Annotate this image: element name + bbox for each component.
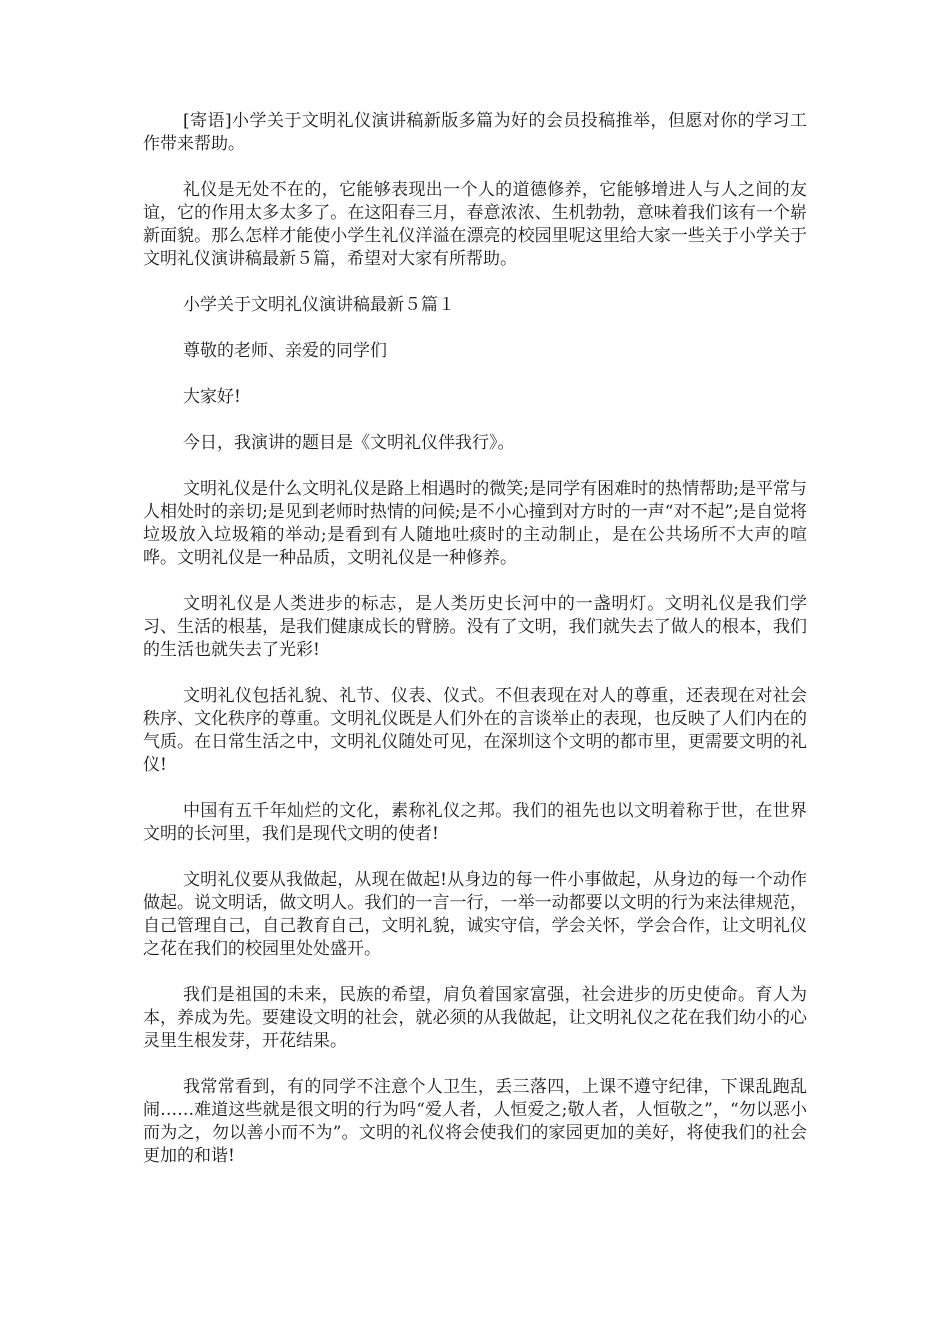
greeting: 大家好! bbox=[183, 387, 241, 407]
paragraph: 我们是祖国的未来，民族的希望，肩负着国家富强，社会进步的历史使命。育人为本，养成为先。要建设文明的社会，就必须的从我做起，让文明礼仪之花在我们幼小的心灵里生根发芽，开花结果。 bbox=[143, 985, 807, 1051]
paragraph: 中国有五千年灿烂的文化，素称礼仪之邦。我们的祖先也以文明着称于世，在世界文明的长河里，我们是现代文明的使者! bbox=[143, 801, 807, 844]
paragraph: 今日，我演讲的题目是《文明礼仪伴我行》。 bbox=[183, 433, 515, 453]
paragraph: 文明礼仪包括礼貌、礼节、仪表、仪式。不但表现在对人的尊重，还表现在对社会秩序、文化秩序的尊重。文明礼仪既是人们外在的言谈举止的表现，也反映了人们内在的气质。在日常生活之中，文明礼仪随处可见，在深圳这个文明的都市里，更需要文明的礼仪! bbox=[143, 686, 807, 775]
paragraph: 我常常看到，有的同学不注意个人卫生，丢三落四，上课不遵守纪律，下课乱跑乱闹……难道这些就是很文明的行为吗“爱人者，人恒爱之;敬人者，人恒敬之”，“勿以恶小而为之，勿以善小而不为”。文明的礼仪将会使我们的家园更加的美好，将使我们的社会更加的和谐! bbox=[143, 1077, 807, 1166]
salutation: 尊敬的老师、亲爱的同学们 bbox=[183, 341, 387, 361]
document-body bbox=[143, 110, 807, 1191]
paragraph: 礼仪是无处不在的，它能够表现出一个人的道德修养，它能够增进人与人之间的友谊，它的作用太多太多了。在这阳春三月，春意浓浓、生机勃勃，意味着我们该有一个崭新面貌。那么怎样才能使小学生礼仪洋溢在漂亮的校园里呢这里给大家一些关于小学关于文明礼仪演讲稿最新５篇，希望对大家有所帮助。 bbox=[143, 180, 807, 269]
paragraph: 文明礼仪要从我做起，从现在做起!从身边的每一件小事做起，从身边的每一个动作做起。说文明话，做文明人。我们的一言一行，一举一动都要以文明的行为来法律规范，自己管理自己，自己教育自己，文明礼貌，诚实守信，学会关怀，学会合作，让文明礼仪之花在我们的校园里处处盛开。 bbox=[143, 870, 807, 959]
paragraph: 文明礼仪是人类进步的标志，是人类历史长河中的一盏明灯。文明礼仪是我们学习、生活的根基，是我们健康成长的臂膀。没有了文明，我们就失去了做人的根本，我们的生活也就失去了光彩! bbox=[143, 594, 807, 660]
section-heading: 小学关于文明礼仪演讲稿最新５篇１ bbox=[183, 295, 455, 315]
paragraph: 文明礼仪是什么文明礼仪是路上相遇时的微笑;是同学有困难时的热情帮助;是平常与人相处时的亲切;是见到老师时热情的问候;是不小心撞到对方时的一声“对不起”;是自觉将垃圾放入垃圾箱的举动;是看到有人随地吐痰时的主动制止，是在公共场所不大声的喧哗。文明礼仪是一种品质，文明礼仪是一种修养。 bbox=[143, 479, 807, 568]
intro-paragraph: [寄语]小学关于文明礼仪演讲稿新版多篇为好的会员投稿推举，但愿对你的学习工作带来帮助。 bbox=[143, 111, 807, 154]
